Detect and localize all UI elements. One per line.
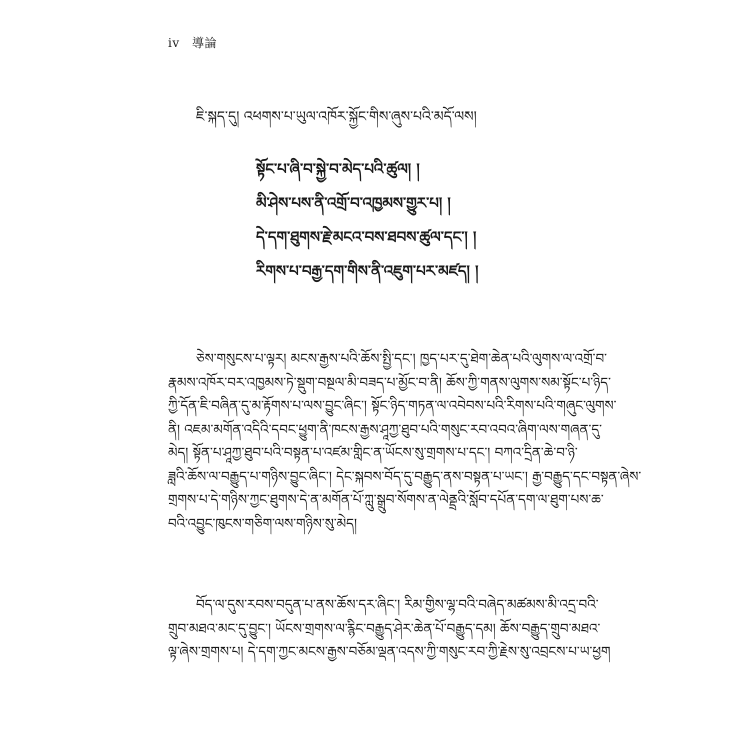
paragraph-line: ཟླའི་ཆོས་ལ་བརྒྱུད་པ་གཉིས་བྱུང་ཞིང་། དེང་སྐབས་བོད་དུ་བརྒྱུད་ནས་བསྟན་པ་ཡང་། རྒྱ་བརྒྱུད་དང་བསྟན་ཞེས་ <box>168 468 642 485</box>
paragraph-line: ཀྱི་དོན་ཇི་བཞིན་དུ་མ་རྟོགས་པ་ལས་བྱུང་ཞིང་། སྟོང་ཉིད་གཏན་ལ་འབེབས་པའི་རིགས་པའི་གཞུང་ལུགས་ <box>168 398 617 414</box>
verse-line: སྟོང་པ་ཞི་བ་སྐྱེ་བ་མེད་པའི་ཚུལ། ། <box>256 160 420 178</box>
paragraph-line: ཅེས་གསུངས་པ་ལྟར། མངས་རྒྱས་པའི་ཆོས་སྤྱི་དང་། ཁྱད་པར་དུ་ཐེག་ཆེན་པའི་ལུགས་ལ་འགྲོ་བ་ <box>196 351 607 367</box>
paragraph-line: བོད་ལ་དུས་རབས་བདུན་པ་ནས་ཆོས་དར་ཞིང་། རིམ་གྱིས་ལྷ་བའི་བཞེད་མཚམས་མི་འདྲ་བའི་ <box>196 597 599 613</box>
verse-line: མི་ཤེས་པས་ནི་འགྲོ་བ་འཁྱམས་གྱུར་པ། ། <box>256 194 451 212</box>
page-header <box>168 34 217 51</box>
quotation-intro: ཇི་སྐད་དུ། འཕགས་པ་ཡུལ་འཁོར་སྐྱོང་གིས་ཞུས་པའི་མདོ་ལས། <box>196 109 477 125</box>
body-paragraph-1 <box>168 348 642 536</box>
paragraph-line: ལྟ་ཞེས་གྲགས་པ། དེ་དག་ཀྱང་མངས་རྒྱས་བཅོམ་ལྡན་འདས་ཀྱི་གསུང་རབ་ཀྱི་རྗེས་སུ་འབྲངས་པ་ཡ་ཕྱག <box>168 644 611 660</box>
paragraph-line: ནི། འཇམ་མགོན་འདིའི་དབང་ཕྱུག་ནི་ཁངས་རྒྱས་ཤཱཀྱ་ཐུབ་པའི་གསུང་རབ་འབའ་ཞིག་ལས་གཞན་དུ་ <box>168 421 603 438</box>
verse-block <box>256 152 596 288</box>
paragraph-line: གྲུབ་མཐའ་མང་དུ་བྱུང་། ཡོངས་གྲགས་ལ་རྙིང་བརྒྱུད་ཤེར་ཆེན་པོ་བརྒྱུད་དམ། ཆོས་བརྒྱུད་གྲུབ་མཐའ་ <box>168 620 601 637</box>
verse-line: རིགས་པ་བརྒྱ་དག་གིས་ནི་འཇུག་པར་མཛད། ། <box>256 262 479 280</box>
verse-line: དེ་དག་ཐུགས་རྗེ་མངའ་བས་ཐབས་ཚུལ་དང་། ། <box>256 228 477 246</box>
paragraph-line: གྲགས་པ་དེ་གཉིས་ཀྱང་ཐུགས་དེ་ན་མགོན་པོ་ཀླུ་སྒྲུབ་སོགས་ན་ལེནྡྲའི་སློབ་དཔོན་དག་ལ་ཐུག་པས་ཆ་ <box>168 492 604 508</box>
page-number: iv <box>168 36 180 50</box>
body-paragraph-2 <box>168 594 611 665</box>
paragraph-line: བའི་འབྱུང་ཁུངས་གཅིག་ལས་གཉིས་སུ་མེད། <box>168 515 357 532</box>
section-title: 導論 <box>191 36 217 50</box>
paragraph-line: མེད། སྟོན་པ་ཤཱཀྱ་ཐུབ་པའི་བསྟན་པ་འཛམ་གླིང་ན་ཡོངས་སུ་གྲགས་པ་དང་། བཀའ་དྲིན་ཆེ་བ་ཉི་ <box>168 445 578 461</box>
paragraph-line: རྣམས་འཁོར་བར་འཁྱམས་ཏེ་སྡུག་བསྔལ་མི་བཟད་པ་མྱོང་བ་ནི། ཆོས་ཀྱི་གནས་ལུགས་སམ་སྟོང་པ་ཉིད་ <box>168 374 611 391</box>
